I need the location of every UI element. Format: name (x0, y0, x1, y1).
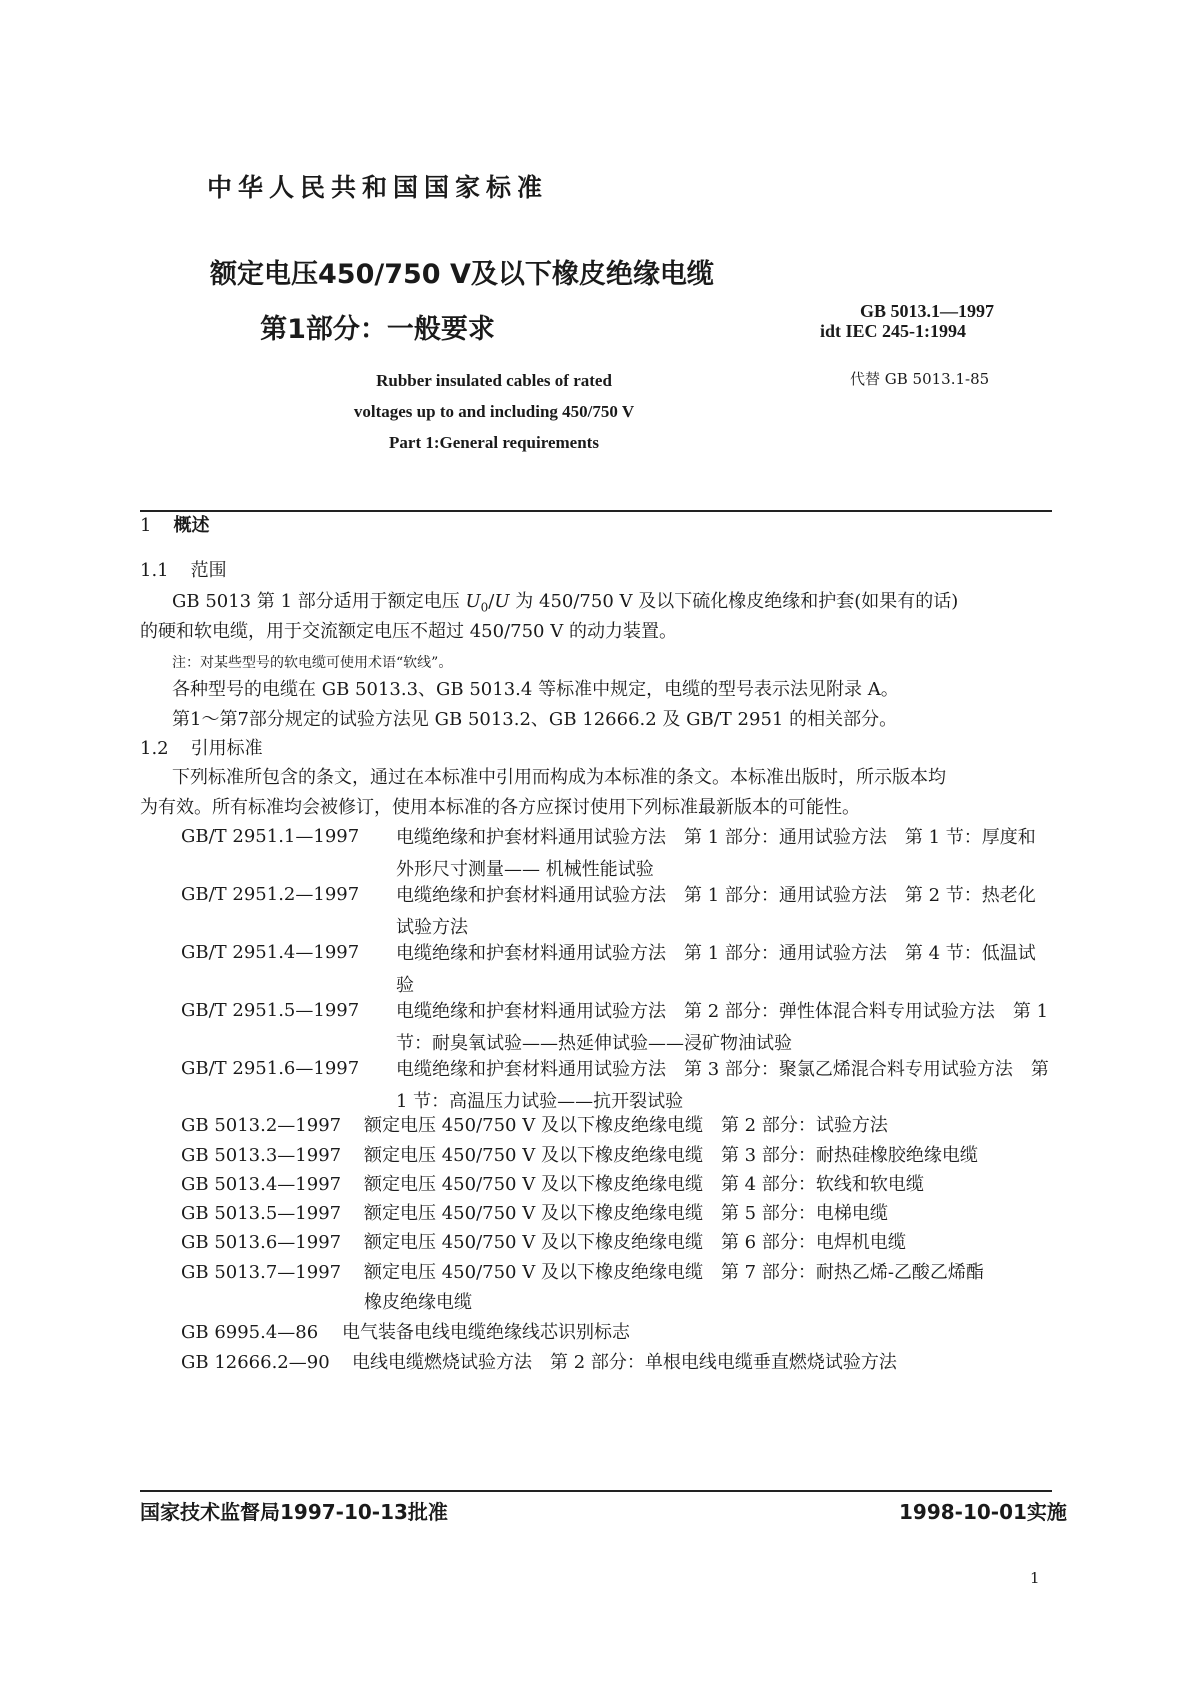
section-1-number: 1 (140, 515, 152, 536)
english-title-line-3: Part 1:General requirements (389, 433, 599, 452)
reference-code: GB 12666.2—90 (181, 1352, 330, 1373)
reference-title: 额定电压 450/750 V 及以下橡皮绝缘电缆 第 5 部分：电梯电缆 (364, 1203, 888, 1224)
reference-item (0, 1348, 1191, 1378)
references-intro-line-1: 下列标准所包含的条文，通过在本标准中引用而构成为本标准的条文。本标准出版时，所示版本均 (172, 767, 946, 788)
scope-note: 注：对某些型号的软电缆可使用术语“软线”。 (172, 655, 453, 671)
section-1-title: 概述 (173, 515, 210, 536)
scope-paragraph-2: 各种型号的电缆在 GB 5013.3、GB 5013.4 等标准中规定，电缆的型号表示法见附录 A。 (172, 679, 899, 700)
english-title-line-2: voltages up to and including 450/750 V (353, 402, 635, 421)
reference-title: 电缆绝缘和护套材料通用试验方法 第 3 部分：聚氯乙烯混合料专用试验方法 第 1 节：高温压力试验——抗开裂试验 (396, 1059, 1049, 1112)
national-standard-heading: 中华人民共和国国家标准 (206, 173, 548, 202)
reference-code: GB/T 2951.4—1997 (181, 942, 360, 963)
voltage-slash: / (488, 591, 495, 612)
reference-item (0, 1054, 1191, 1116)
scope-text-b: 为 450/750 V 及以下硫化橡皮绝缘和护套(如果有的话) (509, 591, 959, 612)
reference-code: GB 5013.2—1997 (181, 1115, 342, 1136)
standard-number: GB 5013.1—1997 (860, 301, 995, 321)
section-1-1-title: 范围 (190, 560, 227, 581)
voltage-subscript: 0 (480, 600, 489, 615)
reference-title: 电气装备电线电缆绝缘线芯识别标志 (342, 1322, 630, 1343)
header-divider (140, 510, 1052, 512)
references-intro-line-2: 为有效。所有标准均会被修订，使用本标准的各方应探讨使用下列标准最新版本的可能性。 (140, 797, 860, 818)
approval-date: 国家技术监督局1997-10-13批准 (140, 1500, 448, 1524)
reference-code: GB 6995.4—86 (181, 1322, 319, 1343)
reference-title: 额定电压 450/750 V 及以下橡皮绝缘电缆 第 7 部分：耐热乙烯-乙酸乙烯酯 (364, 1262, 984, 1283)
reference-item (0, 1318, 1191, 1348)
reference-title: 额定电压 450/750 V 及以下橡皮绝缘电缆 第 4 部分：软线和软电缆 (364, 1174, 924, 1195)
reference-code: GB/T 2951.5—1997 (181, 1000, 360, 1021)
reference-item (0, 1170, 1191, 1200)
scope-paragraph-3: 第1～第7部分规定的试验方法见 GB 5013.2、GB 12666.2 及 GB/T 2951 的相关部分。 (172, 709, 898, 730)
reference-item (0, 938, 1191, 1000)
idt-reference: idt IEC 245-1:1994 (820, 321, 967, 341)
section-1-2-title: 引用标准 (190, 738, 263, 759)
reference-item (0, 1111, 1191, 1141)
reference-code: GB/T 2951.1—1997 (181, 826, 360, 847)
reference-code: GB/T 2951.6—1997 (181, 1058, 360, 1079)
reference-item (0, 880, 1191, 942)
section-1-2-heading (140, 734, 263, 764)
english-title-line-1: Rubber insulated cables of rated (376, 371, 612, 390)
voltage-symbol-u0: U (465, 591, 481, 612)
section-1-1-heading (140, 556, 227, 586)
reference-title: 电缆绝缘和护套材料通用试验方法 第 1 部分：通用试验方法 第 1 节：厚度和外形尺寸测量—— 机械性能试验 (396, 827, 1036, 880)
reference-title: 电缆绝缘和护套材料通用试验方法 第 1 部分：通用试验方法 第 4 节：低温试验 (396, 943, 1036, 996)
reference-code: GB 5013.7—1997 (181, 1262, 342, 1283)
document-title-line-1: 额定电压450/750 V及以下橡皮绝缘电缆 (210, 259, 714, 290)
reference-title: 额定电压 450/750 V 及以下橡皮绝缘电缆 第 6 部分：电焊机电缆 (364, 1232, 906, 1253)
scope-text-a: GB 5013 第 1 部分适用于额定电压 (172, 591, 466, 612)
section-1-1-number: 1.1 (140, 560, 169, 581)
reference-title: 额定电压 450/750 V 及以下橡皮绝缘电缆 第 3 部分：耐热硅橡胶绝缘电缆 (364, 1145, 978, 1166)
reference-code: GB/T 2951.2—1997 (181, 884, 360, 905)
reference-item (0, 996, 1191, 1058)
effective-date: 1998-10-01实施 (899, 1500, 1067, 1524)
document-title-line-2: 第1部分：一般要求 (260, 314, 495, 345)
reference-item (0, 822, 1191, 884)
replaces-reference: 代替 GB 5013.1-85 (850, 370, 990, 388)
reference-code: GB 5013.4—1997 (181, 1174, 342, 1195)
footer-divider (140, 1490, 1052, 1492)
section-1-heading (140, 511, 209, 541)
voltage-symbol-u: U (494, 591, 510, 612)
reference-title: 电缆绝缘和护套材料通用试验方法 第 1 部分：通用试验方法 第 2 节：热老化试验方法 (396, 885, 1036, 938)
reference-code: GB 5013.5—1997 (181, 1203, 342, 1224)
reference-code: GB 5013.6—1997 (181, 1232, 342, 1253)
reference-title: 电缆绝缘和护套材料通用试验方法 第 2 部分：弹性体混合料专用试验方法 第 1 节：耐臭氧试验——热延伸试验——浸矿物油试验 (396, 1001, 1049, 1054)
reference-item (0, 1199, 1191, 1229)
reference-title-continuation: 橡皮绝缘电缆 (364, 1292, 472, 1313)
reference-item (0, 1228, 1191, 1258)
scope-paragraph-line-2: 的硬和软电缆，用于交流额定电压不超过 450/750 V 的动力装置。 (140, 621, 677, 642)
reference-code: GB 5013.3—1997 (181, 1145, 342, 1166)
reference-item (0, 1258, 1191, 1288)
section-1-2-number: 1.2 (140, 738, 169, 759)
page-number: 1 (1030, 1569, 1040, 1587)
reference-item (0, 1141, 1191, 1171)
reference-title: 电线电缆燃烧试验方法 第 2 部分：单根电线电缆垂直燃烧试验方法 (352, 1352, 897, 1373)
reference-title: 额定电压 450/750 V 及以下橡皮绝缘电缆 第 2 部分：试验方法 (364, 1115, 888, 1136)
